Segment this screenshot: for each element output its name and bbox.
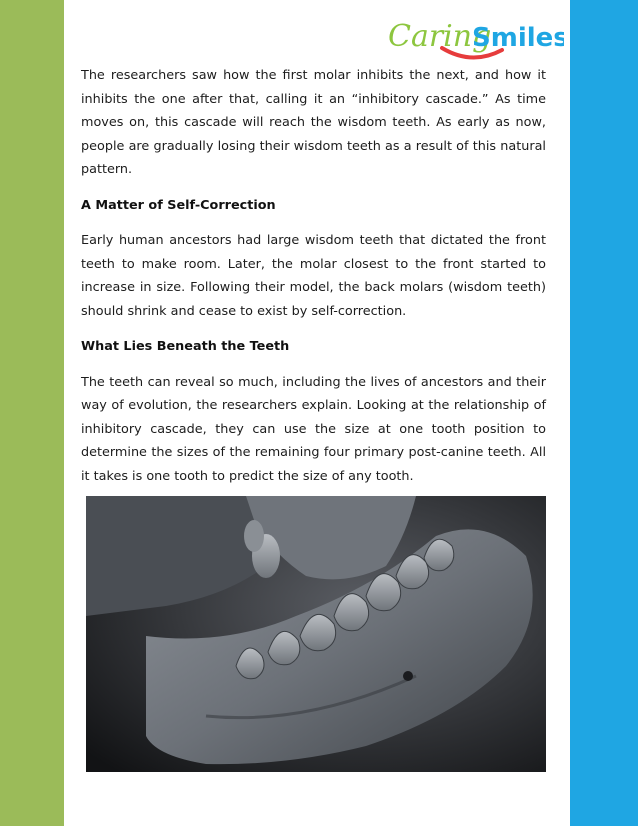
intro-paragraph: The researchers saw how the first molar inhibits the next, and how it inhibits the one after that, calling it an “inhibitory cascade.” As time moves on, this cascade will reach the wisdom teeth. As early as now, people are gradually losing their wisdom teeth as a result of this natural pattern. <box>81 68 546 177</box>
caring-smiles-logo <box>384 8 564 64</box>
beneath-teeth-paragraph: The teeth can reveal so much, including the lives of ancestors and their way of evolution, the researchers explain. Looking at the relationship of inhibitory cascade, they can use the size at one tooth position to determine the sizes of the remaining four primary post-canine teeth. All it takes is one tooth to predict the size of any tooth. <box>81 374 546 484</box>
self-correction-paragraph: Early human ancestors had large wisdom teeth that dictated the front teeth to make room. Later, the molar closest to the front started to increase in size. Following their model, the back molars (wisdom teeth) should shrink and cease to exist by self-correction. <box>81 233 546 319</box>
logo-caring-text: Caring <box>388 19 492 54</box>
section-heading-beneath-teeth: What Lies Beneath the Teeth <box>81 339 290 354</box>
article-body <box>81 64 546 488</box>
skull-jaw-photo <box>86 496 546 772</box>
section-heading-self-correction: A Matter of Self-Correction <box>81 197 276 213</box>
left-decorative-bar <box>0 0 64 826</box>
logo-smiles-text: Smiles <box>472 23 564 53</box>
right-decorative-bar <box>570 0 638 826</box>
